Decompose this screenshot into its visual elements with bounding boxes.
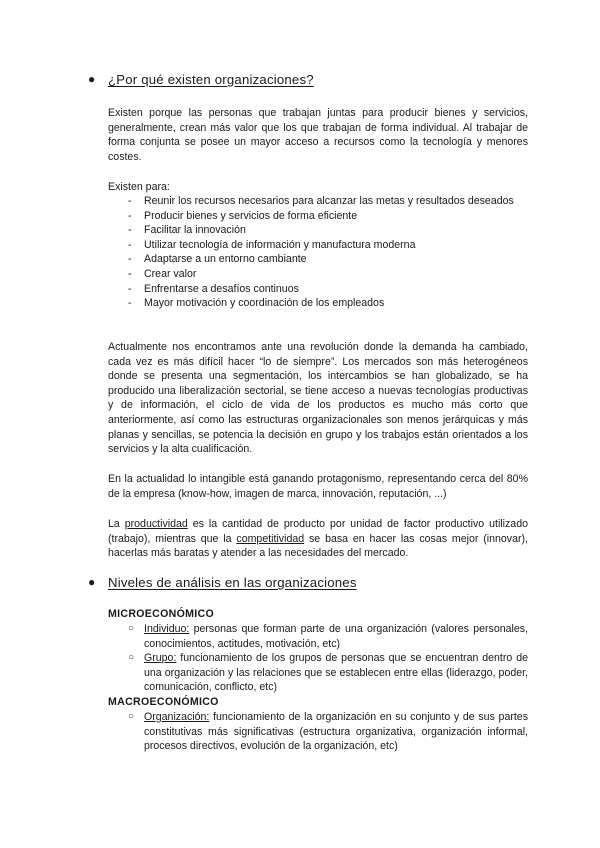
micro-list — [108, 622, 528, 695]
productividad-term: productividad — [124, 518, 188, 530]
item-text: funcionamiento de la organización en su conjunto y de sus partes constitutivas más significativas (estructura organizativa, organización informal, procesos directivos, evolución de la organización, etc) — [144, 711, 528, 753]
productividad-paragraph — [108, 517, 528, 561]
item-term: Grupo: — [144, 652, 177, 665]
item-term: Individuo: — [144, 623, 190, 635]
item-text: funcionamiento de los grupos de personas que se encuentran dentro de una organización y las relaciones que se establecen entre ellas (liderazgo, poder, comunicación, conflicto, etc) — [144, 652, 528, 694]
list-item: - Adaptarse a un entorno cambiante — [108, 252, 528, 267]
list-item: - Reunir los recursos necesarios para alcanzar las metas y resultados deseados — [108, 194, 528, 209]
bullet-icon: ● — [88, 575, 96, 589]
prod-lead-text: La — [108, 518, 125, 530]
intangible-paragraph: En la actualidad lo intangible está ganando protagonismo, representando cerca del 80% de la empresa (know-how, imagen de marca, innovación, reputación, ...) — [108, 473, 528, 500]
competitividad-term: competitividad — [236, 532, 305, 545]
item-term: Organización: — [144, 711, 210, 723]
list-item — [108, 622, 528, 651]
prod-mid-text: es la cantidad de producto por unidad de factor productivo utilizado (trabajo), mientras que la — [108, 518, 528, 545]
list-item: - Facilitar la innovación — [108, 223, 528, 238]
list-item: - Utilizar tecnología de información y manufactura moderna — [108, 238, 528, 253]
macro-list — [108, 710, 528, 754]
item-text: personas que forman parte de una organización (valores personales, conocimientos, actitudes, motivación, etc) — [144, 623, 528, 650]
list-item — [108, 651, 528, 695]
section-title: ¿Por qué existen organizaciones? — [108, 72, 314, 87]
list-label: Existen para: — [108, 181, 170, 193]
list-item — [108, 710, 528, 754]
circle-bullet-icon: ○ — [128, 711, 135, 722]
actualmente-paragraph: Actualmente nos encontramos ante una revolución donde la demanda ha cambiado, cada vez es más difícil hacer “lo de siempre”. Los mercados son más heterogéneos donde se presenta una segmentación, los intercambios se han globalizado, se ha producido una liberalización sectorial, se tiene acceso a nuevas tecnologías productivas y de información, el ciclo de vida de los productos es mucho más corto que anteriormente, así como las estructuras organizacionales son menos jerárquicas y más planas y sencillas, se potencia la decisión en grupo y los trabajos están orientados a los servicios y la alta cualificación. — [108, 341, 528, 456]
list-item: - Mayor motivación y coordinación de los empleados — [108, 296, 528, 311]
reasons-list — [108, 194, 528, 311]
list-item: - Crear valor — [108, 267, 528, 282]
macro-label: MACROECONÓMICO — [108, 696, 219, 708]
micro-label: MICROECONÓMICO — [108, 608, 215, 620]
section-title: Niveles de análisis en las organizaciones — [108, 575, 357, 590]
prod-tail-text: se basa en hacer las cosas mejor (innovar), hacerlas más baratas y atender a las necesidades del mercado. — [108, 532, 528, 560]
circle-bullet-icon: ○ — [128, 623, 135, 634]
list-item: - Enfrentarse a desafíos continuos — [108, 282, 528, 297]
intro-paragraph: Existen porque las personas que trabajan juntas para producir bienes y servicios, generalmente, crean más valor que los que trabajan de forma individual. Al trabajar de forma conjunta se posee un mayor acceso a recursos como la tecnología y menores costes. — [108, 107, 528, 163]
circle-bullet-icon: ○ — [128, 652, 135, 664]
bullet-icon: ● — [88, 72, 96, 86]
list-item: - Producir bienes y servicios de forma eficiente — [108, 209, 528, 224]
